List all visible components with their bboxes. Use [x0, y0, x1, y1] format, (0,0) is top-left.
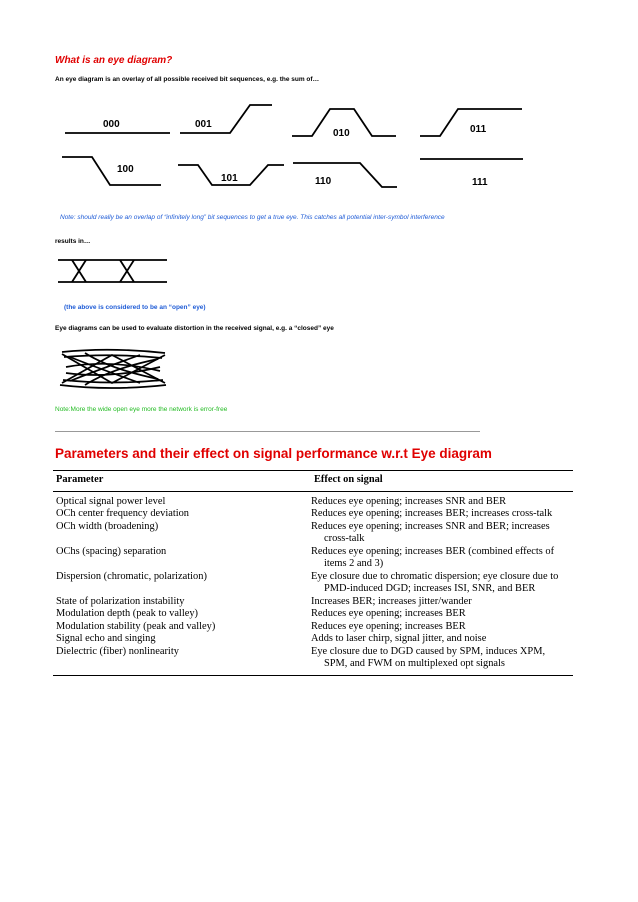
parameter-cell: Modulation stability (peak and valley): [56, 620, 216, 632]
parameter-cell: OChs (spacing) separation: [56, 545, 167, 557]
parameter-cell: State of polarization instability: [56, 595, 185, 607]
waveform-100: [62, 157, 161, 185]
overlap-note: Note: should really be an overlap of “infinitely long” bit sequences to get a true eye. This catches all potential inter-symbol interference: [60, 214, 445, 221]
table-row: [53, 621, 573, 634]
table-row: [53, 546, 573, 571]
effect-cell: Reduces eye opening; increases SNR and BER: [311, 495, 507, 507]
table-row: [53, 596, 573, 609]
eye-diagram-heading: What is an eye diagram?: [55, 55, 173, 66]
table-row: [53, 571, 573, 596]
effect-cell: Eye closure due to DGD caused by SPM, induces XPM, SPM, and FWM on multiplexed opt signals: [311, 646, 573, 676]
table-row: [53, 646, 573, 676]
header-effect: Effect on signal: [311, 471, 573, 492]
divider: [55, 431, 480, 432]
waveform-110: [293, 163, 397, 187]
parameter-cell: Modulation depth (peak to valley): [56, 608, 198, 619]
parameter-cell: Optical signal power level: [56, 495, 166, 507]
open-eye-diagram: [0, 255, 200, 290]
effect-cell: Reduces eye opening; increases BER: [311, 620, 466, 632]
effect-cell: Reduces eye opening; increases BER (combined effects of items 2 and 3): [311, 545, 555, 569]
waveform-001: [180, 105, 272, 133]
results-in-text: results in…: [55, 238, 91, 245]
parameter-cell: Signal echo and singing: [56, 633, 156, 644]
effect-cell: Reduces eye opening; increases BER: [311, 608, 466, 619]
closed-eye-diagram: [0, 345, 200, 395]
sequence-label: 100: [117, 164, 134, 175]
parameter-cell: OCh width (broadening): [56, 520, 159, 532]
sequence-label: 101: [221, 173, 238, 184]
effect-cell: Reduces eye opening; increases SNR and BER; increases cross-talk: [311, 520, 550, 544]
error-free-footnote: Note:More the wide open eye more the network is error-free: [55, 406, 228, 413]
sequence-label: 001: [195, 119, 212, 130]
header-parameter: Parameter: [53, 471, 311, 492]
parameter-cell: Dielectric (fiber) nonlinearity: [53, 646, 311, 676]
section-title: Parameters and their effect on signal performance w.r.t Eye diagram: [55, 446, 492, 461]
effect-cell: Adds to laser chirp, signal jitter, and noise: [311, 633, 487, 644]
table-row: [53, 508, 573, 521]
sequence-label: 110: [315, 176, 332, 187]
sequence-label: 111: [472, 177, 488, 188]
closed-eye-text: Eye diagrams can be used to evaluate distortion in the received signal, e.g. a “closed” eye: [55, 325, 334, 332]
effect-cell: Reduces eye opening; increases BER; increases cross-talk: [311, 508, 553, 519]
sequence-label: 011: [470, 124, 487, 135]
table-row: [53, 521, 573, 546]
sequence-label: 010: [333, 128, 350, 139]
open-eye-caption: (the above is considered to be an “open” eye): [64, 304, 206, 311]
parameter-cell: Dispersion (chromatic, polarization): [56, 570, 207, 582]
effect-cell: Eye closure due to chromatic dispersion; eye closure due to PMD-induced DGD; increases ISI, SNR, and BER: [311, 570, 559, 594]
intro-text: An eye diagram is an overlay of all possible received bit sequences, e.g. the sum of…: [55, 76, 320, 83]
parameters-table: [53, 470, 573, 676]
effect-cell: Increases BER; increases jitter/wander: [311, 595, 472, 607]
sequence-label: 000: [103, 119, 120, 130]
parameter-cell: OCh center frequency deviation: [56, 508, 190, 519]
table-row: [53, 633, 573, 646]
table-row: [53, 608, 573, 621]
table-row: [53, 491, 573, 508]
